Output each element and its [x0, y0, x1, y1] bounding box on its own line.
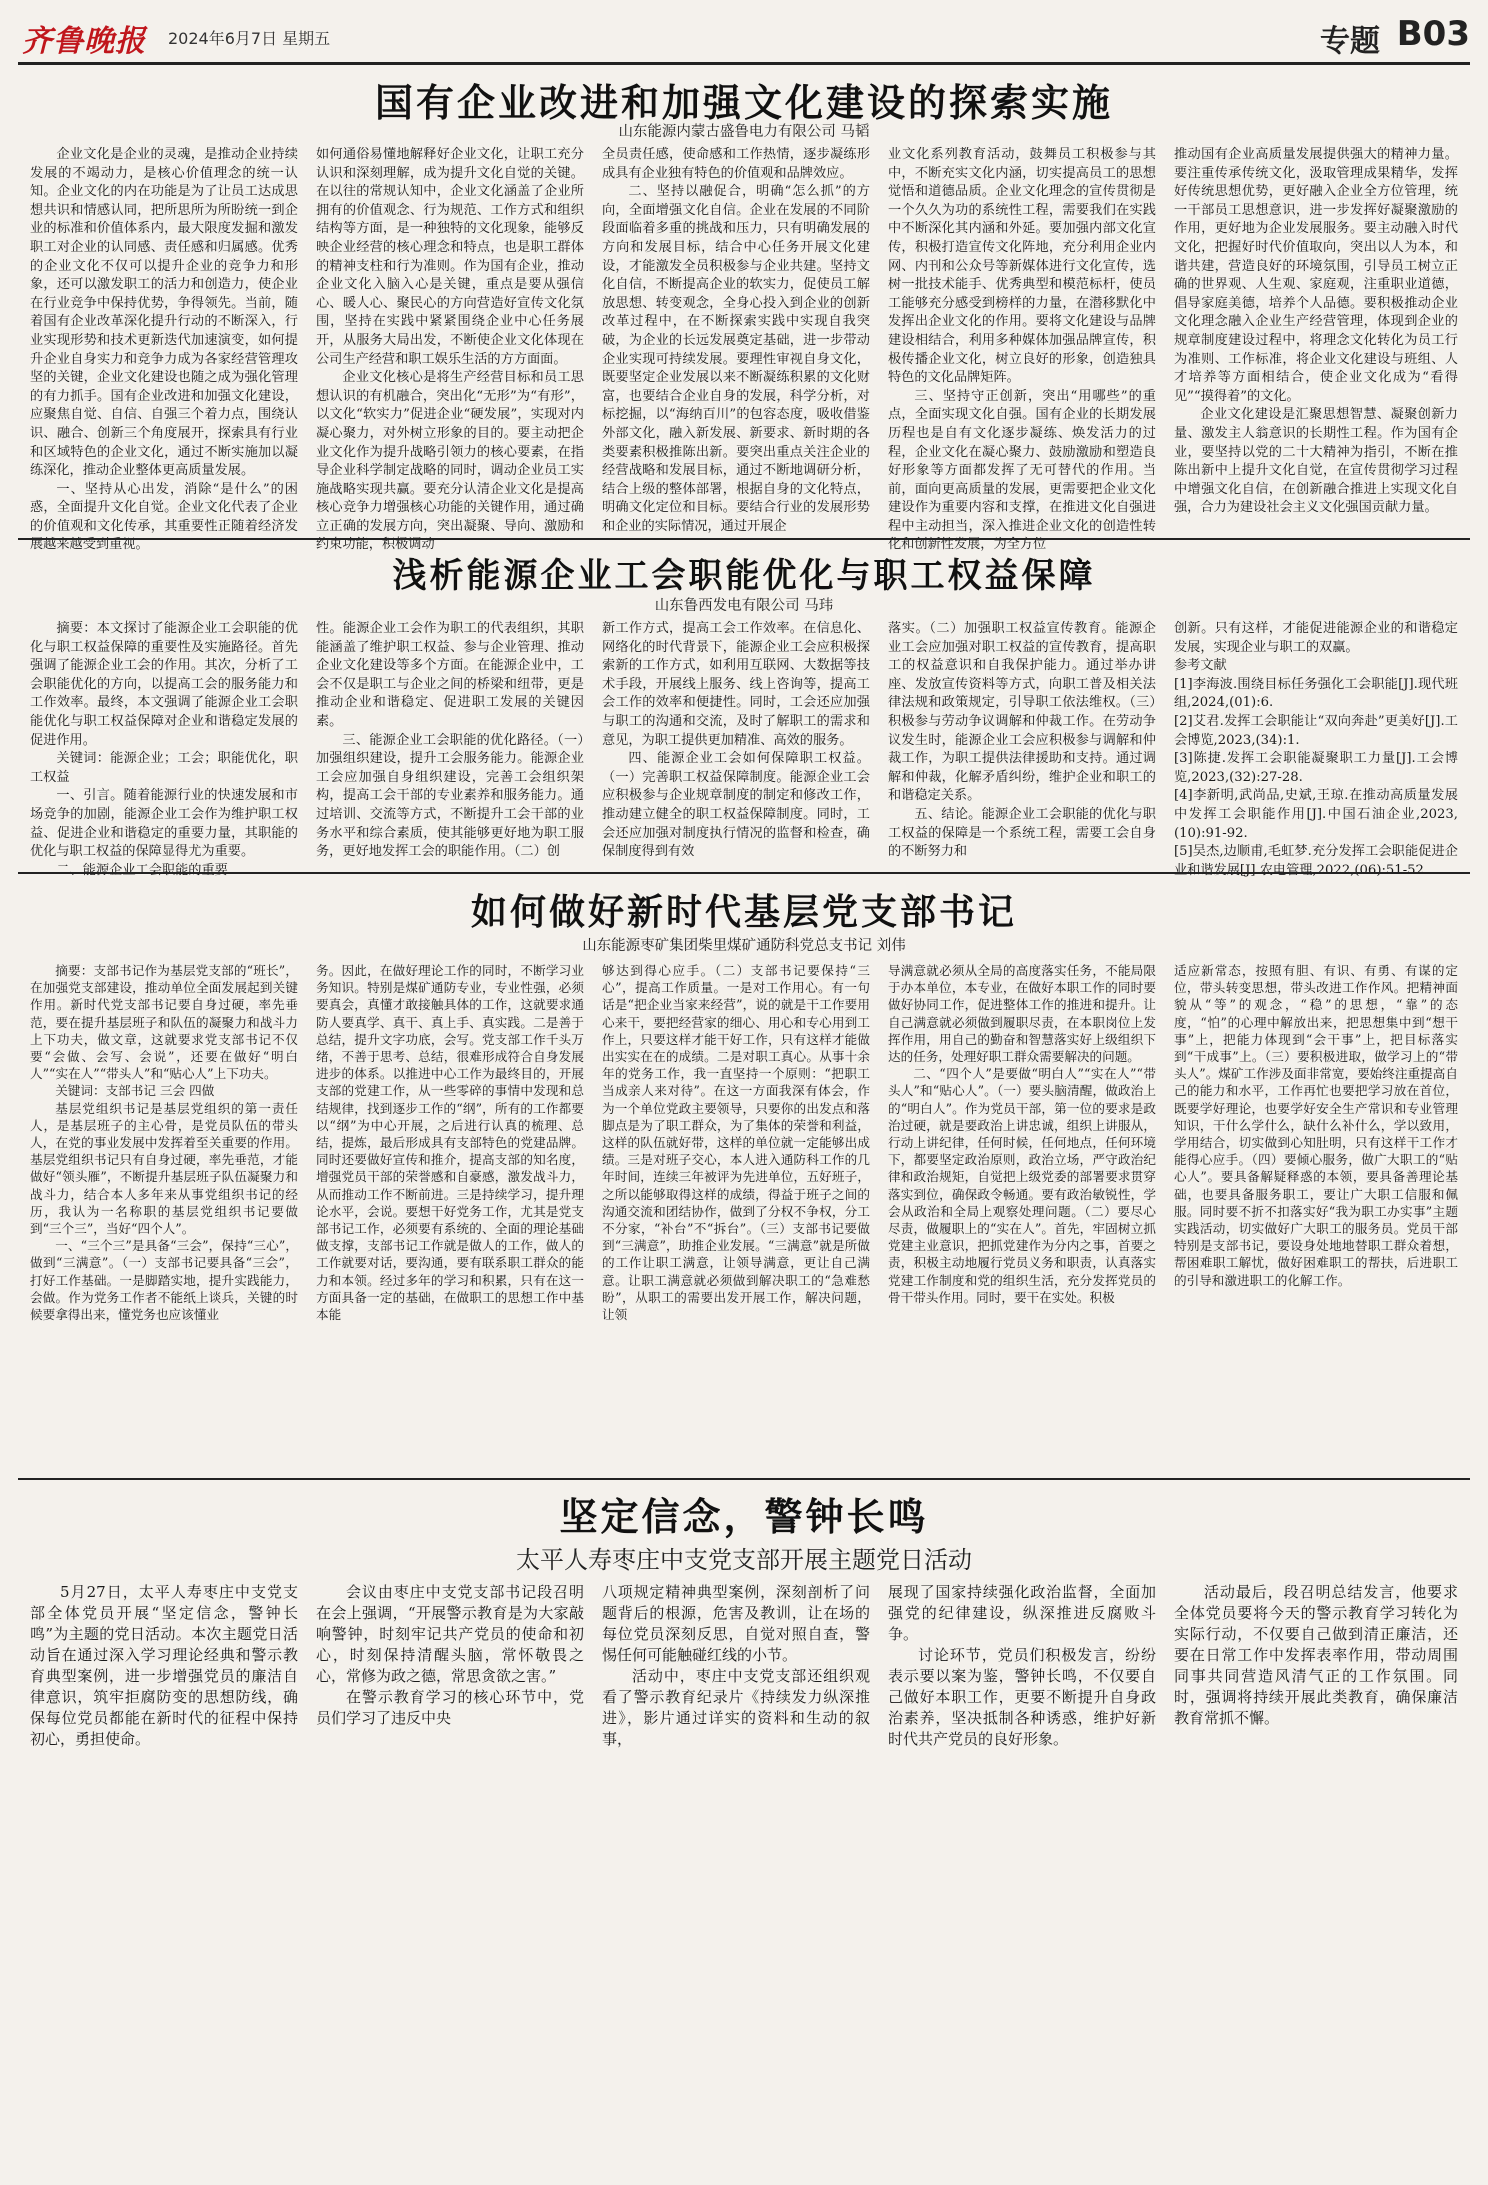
- article4-col5: 活动最后，段召明总结发言，他要求全体党员要将今天的警示教育学习转化为实际行动，不仅要自己做到清正廉洁，还要在日常工作中发挥表率作用，带动周围同事共同营造风清气正的工作氛围。同时，强调将持续开展此类教育，确保廉洁教育常抓不懈。: [1174, 1583, 1458, 1727]
- article2-col5: 创新。只有这样，才能促进能源企业的和谐稳定发展，实现企业与职工的双赢。 参考文献 [1]李海波.围绕目标任务强化工会职能[J].现代班组,2024,(01):6. [2]艾君.发挥工会职能让“双向奔赴”更美好[J].工会博览,2023,(34):1. [3]陈捷.发挥工会职能凝聚职工力量[J].工会博览,2023,(32):27-28. [4]李新明,武尚品,史斌,王琼.在推动高质量发展中发挥工会职能作用[J].中国石油企业,2023,(10):91-92. [5]吴杰,边顺甫,毛虹梦.充分发挥工会职能促进企业和谐发展[J].农电管理,2022,(06):51-52.: [1174, 621, 1458, 878]
- article1-title: 国有企业改进和加强文化建设的探索实施: [374, 80, 1113, 125]
- article2-col1: 摘要：本文探讨了能源企业工会职能的优化与职工权益保障的重要性及实施路径。首先强调了能源企业工会的作用。其次，分析了工会职能优化的方向，以提高工会的服务能力和工作效率。最终，本文强调了能源企业工会职能优化与职工权益保障对企业和谐稳定发展的促进作用。 关键词：能源企业；工会；职能优化，职工权益 一、引言。随着能源行业的快速发展和市场竞争的加剧，能源企业工会作为维护职工权益、促进企业和谐稳定的重要力量，其职能的优化与职工权益的保障显得尤为重要。 二、能源企业工会职能的重要: [30, 621, 298, 878]
- article1-col1: 企业文化是企业的灵魂，是推动企业持续发展的不竭动力，是核心价值理念的统一认知。企业文化的内在功能是为了让员工达成思想共识和情感认同，把所思所为所盼统一到企业的标准和价值体系内，最大限度发掘和激发职工对企业的认同感、责任感和归属感。优秀的企业文化不仅可以提升企业的竞争力和形象，还可以激发职工的活力和创造力，使企业在行业竞争中保持优势，争得领先。当前，随着国有企业改革深化提升行动的不断深入，行业实现形势和技术更新迭代加速演变，如何提升企业自身实力和竞争力成为各家经营管理攻坚的关键，企业文化建设也随之成为强化管理的有力抓手。国有企业改进和加强文化建设，应聚焦自觉、自信、自强三个着力点，围绕认识、融合、创新三个角度展开，探索具有行业和区域特色的企业文化，通过不断实施加以凝练深化，推动企业整体更高质量发展。 一、坚持从心出发，消除“是什么”的困惑，全面提升文化自觉。企业文化代表了企业的价值观和文化传承，其重要性正随着经济发展越来越受到重视。: [30, 147, 298, 553]
- separator-1: [18, 538, 1470, 540]
- separator-3: [18, 1478, 1470, 1480]
- separator-2: [18, 872, 1470, 874]
- article3-title: 如何做好新时代基层党支部书记: [470, 891, 1017, 933]
- article1-byline: 山东能源内蒙古盛鲁电力有限公司 马韬: [618, 124, 870, 140]
- newspaper-logo: 齐鲁晚报: [22, 24, 146, 59]
- article4-subtitle: 太平人寿枣庄中支党支部开展主题党日活动: [516, 1546, 972, 1574]
- article1-col5: 推动国有企业高质量发展提供强大的精神力量。要注重传承传统文化，汲取管理成果精华，发挥好传统思想优势，更好融入企业全方位管理，统一干部员工思想意识，进一步发挥好凝聚激励的作用，更好地为企业发展服务。要主动融入时代文化，把握好时代价值取向，突出以人为本，和谐共建，营造良好的环境氛围，引导员工树立正确的世界观、人生观、家庭观，注重职业道德，倡导家庭美德，培养个人品德。要积极推动企业文化理念融入企业生产经营管理，体现到企业的规章制度建设过程中，将理念文化转化为员工行为准则、工作标准，将企业文化建设与班组、人才培养等方面相结合，使企业文化成为“看得见”“摸得着”的文化。 企业文化建设是汇聚思想智慧、凝聚创新力量、激发主人翁意识的长期性工程。作为国有企业，要坚持以党的二十大精神为指引，不断在推陈出新中上提升文化自觉，在宣传贯彻学习过程中增强文化自信，在创新融合推进上实现文化自强，合力为建设社会主义文化强国贡献力量。: [1174, 147, 1458, 516]
- section-name: 专题: [1320, 24, 1380, 59]
- masthead: [18, 10, 1470, 65]
- page-number: B03: [1396, 14, 1470, 54]
- article2-title: 浅析能源企业工会职能优化与职工权益保障: [392, 556, 1096, 596]
- article1-col4: 业文化系列教育活动，鼓舞员工积极参与其中，不断充实文化内涵，切实提高员工的思想觉悟和道德品质。企业文化理念的宣传贯彻是一个久久为功的系统性工程，需要我们在实践中不断深化其内涵和外延。要加强内部文化宣传，积极打造宣传文化阵地，充分利用企业内网、内刊和公众号等新媒体进行文化宣传，选树一批技术能手、优秀典型和模范标杆，使员工能够充分感受到榜样的力量，在潜移默化中发挥出企业文化的作用。要将文化建设与品牌建设相结合，利用多种媒体加强品牌宣传，积极传播企业文化，树立良好的形象，创造独具特色的文化品牌矩阵。 三、坚持守正创新，突出“用哪些”的重点，全面实现文化自强。国有企业的长期发展历程也是自有文化逐步凝练、焕发活力的过程，企业文化在凝心聚力、鼓励激励和塑造良好形象等方面都发挥了无可替代的作用。当前，面向更高质量的发展，更需要把企业文化建设作为重要内容和支撑，在推进文化自强进程中主动担当，深入推进企业文化的创造性转化和创新性发展，为全方位: [888, 147, 1156, 553]
- article3-col1: 摘要：支部书记作为基层党支部的“班长”，在加强党支部建设，推动单位全面发展起到关键作用。新时代党支部书记要自身过硬，率先垂范，要在提升基层班子和队伍的凝聚力和战斗力上下功夫，做文章，这就要求党支部书记不仅要“会做、会写、会说”，还要在做好“明白人”“实在人”“带头人”和“贴心人”上下功夫。 关键词：支部书记 三会 四做 基层党组织书记是基层党组织的第一责任人，是基层班子的主心骨，是党员队伍的带头人，在党的事业发展中发挥着至关重要的作用。基层党组织书记只有自身过硬，率先垂范，才能做好“领头雁”，不断提升基层班子队伍凝聚力和战斗力，结合本人多年来从事党组织书记的经历，我认为一名称职的基层党组织书记要做到“三个三”，当好“四个人”。 一、“三个三”是具备“三会”，保持“三心”，做到“三满意”。（一）支部书记要具备“三会”，打好工作基础。一是脚踏实地，提升实践能力，会做。作为党务工作者不能纸上谈兵，关键的时候要拿得出来，懂党务也应该懂业: [30, 963, 298, 1323]
- article2-col3: 新工作方式，提高工会工作效率。在信息化、网络化的时代背景下，能源企业工会应积极探索新的工作方式，如利用互联网、大数据等技术手段，开展线上服务、线上咨询等，提高工会工作的效率和便捷性。同时，工会还应加强与职工的沟通和交流，及时了解职工的需求和意见，为职工提供更加精准、高效的服务。 四、能源企业工会如何保障职工权益。（一）完善职工权益保障制度。能源企业工会应积极参与企业规章制度的制定和修改工作，推动建立健全的职工权益保障制度。同时，工会还应加强对制度执行情况的监督和检查，确保制度得到有效: [602, 621, 870, 860]
- references-heading: 参考文献: [1174, 658, 1227, 674]
- article3-byline: 山东能源枣矿集团柴里煤矿通防科党总支书记 刘伟: [582, 938, 906, 954]
- article2-col4: 落实。（二）加强职工权益宣传教育。能源企业工会应加强对职工权益的宣传教育，提高职工的权益意识和自我保护能力。通过举办讲座、发放宣传资料等方式，向职工普及相关法律法规和政策规定，引导职工依法维权。（三）积极参与劳动争议调解和仲裁工作。在劳动争议发生时，能源企业工会应积极参与调解和仲裁工作，为职工提供法律援助和支持。通过调解和仲裁，化解矛盾纠纷，维护企业和职工的和谐稳定关系。 五、结论。能源企业工会职能的优化与职工权益的保障是一个系统工程，需要工会自身的不断努力和: [888, 621, 1156, 860]
- article2-byline: 山东鲁西发电有限公司 马玮: [654, 598, 834, 614]
- article1-col3: 全员责任感，使命感和工作热情，逐步凝练形成具有企业独有特色的价值观和品牌效应。 二、坚持以融促合，明确“怎么抓”的方向，全面增强文化自信。企业在发展的不同阶段面临着多重的挑战和压力，只有明确发展的方向和发展目标，结合中心任务开展文化建设，才能激发全员积极参与企业共建。坚持文化自信，不断提高企业的软实力，促使员工解放思想、转变观念，全身心投入到企业的创新改革过程中，在不断探索实践中实现自我突破，为企业的长远发展奠定基础，进一步带动企业实现可持续发展。要理性审视自身文化，既要坚定企业发展以来不断凝练积累的文化财富，也要结合企业自身的发展，科学分析，对标挖掘，以“海纳百川”的包容态度，吸收借鉴外部文化，融入新发展、新要求、新时期的各类要素积极推陈出新。要突出重点关注企业的经营战略和发展目标，通过不断地调研分析，结合上级的整体部署，根据自身的文化特点，明确文化定位和目标。要结合行业的发展形势和企业的实际情况，通过开展企: [602, 147, 870, 534]
- article4-col4: 展现了国家持续强化政治监督，全面加强党的纪律建设，纵深推进反腐败斗争。 讨论环节，党员们积极发言，纷纷表示要以案为鉴，警钟长鸣，不仅要自己做好本职工作，更要不断提升自身政治素养，坚决抵制各种诱惑，维护好新时代共产党员的良好形象。: [888, 1583, 1156, 1748]
- article3-col3: 够达到得心应手。（二）支部书记要保持“三心”，提高工作质量。一是对工作用心。有一句话是“把企业当家来经营”，说的就是干工作要用心来干，要把经营家的细心、用心和专心用到工作上，只要这样才能干好工作，只有这样才能做出实实在在的成绩。二是对职工真心。从事十余年的党务工作，我一直坚持一个原则：“把职工当成亲人来对待”。在这一方面我深有体会，作为一个单位党政主要领导，只要你的出发点和落脚点是为了职工群众，为了集体的荣誉和利益，这样的队伍就好带，这样的单位就一定能够出成绩。三是对班子交心，本人进入通防科工作的几年时间，连续三年被评为先进单位，五好班子，之所以能够取得这样的成绩，得益于班子之间的沟通交流和团结协作，做到了分权不争权，分工不分家，“补台”不“拆台”。（三）支部书记要做到“三满意”，助推企业发展。“三满意”就是所做的工作让职工满意，让领导满意，更让自己满意。让职工满意就必须做到解决职工的“急难愁盼”，从职工的需要出发开展工作，解决问题，让领: [602, 963, 870, 1323]
- article3-col4: 导满意就必须从全局的高度落实任务，不能局限于办本单位，本专业，在做好本职工作的同时要做好协同工作，促进整体工作的推进和提升。让自己满意就必须做到履职尽责，在本职岗位上发挥作用，用自己的勤奋和智慧落实好上级组织下达的任务，处理好职工群众需要解决的问题。 二、“四个人”是要做“明白人”“实在人”“带头人”和“贴心人”。（一）要头脑清醒，做政治上的“明白人”。作为党员干部，第一位的要求是政治过硬，就是要政治上讲忠诚，组织上讲服从，行动上讲纪律，任何时候，任何地点，任何环境下，都要坚定政治原则，政治立场，严守政治纪律和政治规矩，自觉把上级党委的部署要求贯穿落实到位，确保政令畅通。要有政治敏锐性，学会从政治和全局上观察处理问题。（二）要尽心尽责，做履职上的“实在人”。首先，牢固树立抓党建主业意识，把抓党建作为分内之事，首要之责，积极主动地履行党员义务和职责，认真落实党建工作制度和党的组织生活，充分发挥党员的骨干带头作用。同时，要干在实处。积极: [888, 963, 1156, 1305]
- article4-col3: 八项规定精神典型案例，深刻剖析了问题背后的根源，危害及教训，让在场的每位党员深刻反思，自觉对照自查，警惕任何可能触碰红线的小节。 活动中，枣庄中支党支部还组织观看了警示教育纪录片《持续发力纵深推进》，影片通过详实的资料和生动的叙事，: [602, 1583, 870, 1748]
- article4-col2: 会议由枣庄中支党支部书记段召明在会上强调，“开展警示教育是为大家敲响警钟，时刻牢记共产党员的使命和初心，时刻保持清醒头脑，常怀敬畏之心，常修为政之德，常思贪欲之害。” 在警示教育学习的核心环节中，党员们学习了违反中央: [316, 1583, 584, 1727]
- issue-date: 2024年6月7日 星期五: [168, 29, 331, 48]
- article4-title: 坚定信念，警钟长鸣: [559, 1494, 929, 1539]
- article2-col2: 性。能源企业工会作为职工的代表组织，其职能涵盖了维护职工权益、参与企业管理、推动企业文化建设等多个方面。在能源企业中，工会不仅是职工与企业之间的桥梁和纽带，更是推动企业和谐稳定、促进职工发展的关键因素。 三、能源企业工会职能的优化路径。（一）加强组织建设，提升工会服务能力。能源企业工会应加强自身组织建设，完善工会组织架构，提高工会干部的专业素养和服务能力。通过培训、交流等方式，不断提升工会干部的业务水平和综合素质，使其能够更好地为职工服务，更好地发挥工会的职能作用。（二）创: [316, 621, 584, 860]
- article4-col1: 5月27日，太平人寿枣庄中支党支部全体党员开展“坚定信念，警钟长鸣”为主题的党日活动。本次主题党日活动旨在通过深入学习理论经典和警示教育典型案例，进一步增强党员的廉洁自律意识，筑牢拒腐防变的思想防线，确保每位党员都能在新时代的征程中保持初心，勇担使命。: [30, 1583, 298, 1748]
- article1-col2: 如何通俗易懂地解释好企业文化，让职工充分认识和深刻理解，成为提升文化自觉的关键。在以往的常规认知中，企业文化涵盖了企业所拥有的价值观念、行为规范、工作方式和组织结构等方面，是一种独特的文化现象，能够反映企业经营的核心理念和特点，也是职工群体的精神支柱和行为准则。作为国有企业，推动企业文化入脑入心是关键，重点是要从强信心、暖人心、聚民心的方向营造好宣传文化氛围，坚持在实践中紧紧围绕企业中心任务展开，从服务大局出发，不断使企业文化体现在公司生产经营和职工娱乐生活的方方面面。 企业文化核心是将生产经营目标和员工思想认识的有机融合，突出化“无形”为“有形”，以文化“软实力”促进企业“硬发展”，实现对内凝心聚力，对外树立形象的目的。要主动把企业文化作为提升战略引领力的核心要素，在指导企业科学制定战略的同时，调动企业员工实施战略实现共赢。要充分认清企业文化是提高核心竞争力增强核心功能的关键作用，通过确立正确的发展方向，突出凝聚、导向、激励和约束功能，积极调动: [316, 147, 584, 553]
- article3-col5: 适应新常态，按照有胆、有识、有勇、有谋的定位，带头转变思想，带头改进工作作风。把精神面貌从“等”的观念，“稳”的思想，“靠”的态度，“怕”的心理中解放出来，把思想集中到“想干事”上，把能力体现到“会干事”上，把目标落实到“干成事”上。（三）要积极进取，做学习上的“带头人”。煤矿工作涉及面非常宽，要始终注重提高自己的能力和水平，工作再忙也要把学习放在首位，既要学好理论，也要学好安全生产常识和专业管理知识，干什么学什么，缺什么补什么，学以致用，学用结合，切实做到心知肚明，只有这样干工作才能得心应手。（四）要倾心服务，做广大职工的“贴心人”。要具备解疑释惑的本领，要具备善理论基础，也要具备服务职工，要让广大职工信服和佩服。同时要不折不扣落实好“我为职工办实事”主题实践活动，切实做好广大职工的服务员。党员干部特别是支部书记，要设身处地地替职工群众着想，帮困难职工解忧，做好困难职工的帮扶，后进职工的引导和激进职工的化解工作。: [1174, 963, 1458, 1288]
- article3-col2: 务。因此，在做好理论工作的同时，不断学习业务知识。特别是煤矿通防专业，专业性强，必须要真会，真懂才敢接触具体的工作，这就要求通防人要真学、真干、真上手、真实践。二是善于总结，提升文字功底，会写。党支部工作千头万绪，不善于思考、总结，很难形成符合自身发展进步的体系。以推进中心工作为最终目的，开展支部的党建工作，从一些零碎的事情中发现和总结规律，找到逐步工作的“纲”，所有的工作都要以“纲”为中心开展，之后进行认真的梳理、总结，提炼，最后形成具有支部特色的党建品牌。同时还要做好宣传和推介，提高支部的知名度，增强党员干部的荣誉感和自豪感，激发战斗力，从而推动工作不断前进。三是持续学习，提升理论水平，会说。要想干好党务工作，尤其是党支部书记工作，必须要有系统的、全面的理论基础做支撑，支部书记工作就是做人的工作，做人的工作就要对话，要沟通，要有联系职工群众的能力和本领。经过多年的学习和积累，只有在这一方面具备一定的基础，在做职工的思想工作中基本能: [316, 963, 584, 1323]
